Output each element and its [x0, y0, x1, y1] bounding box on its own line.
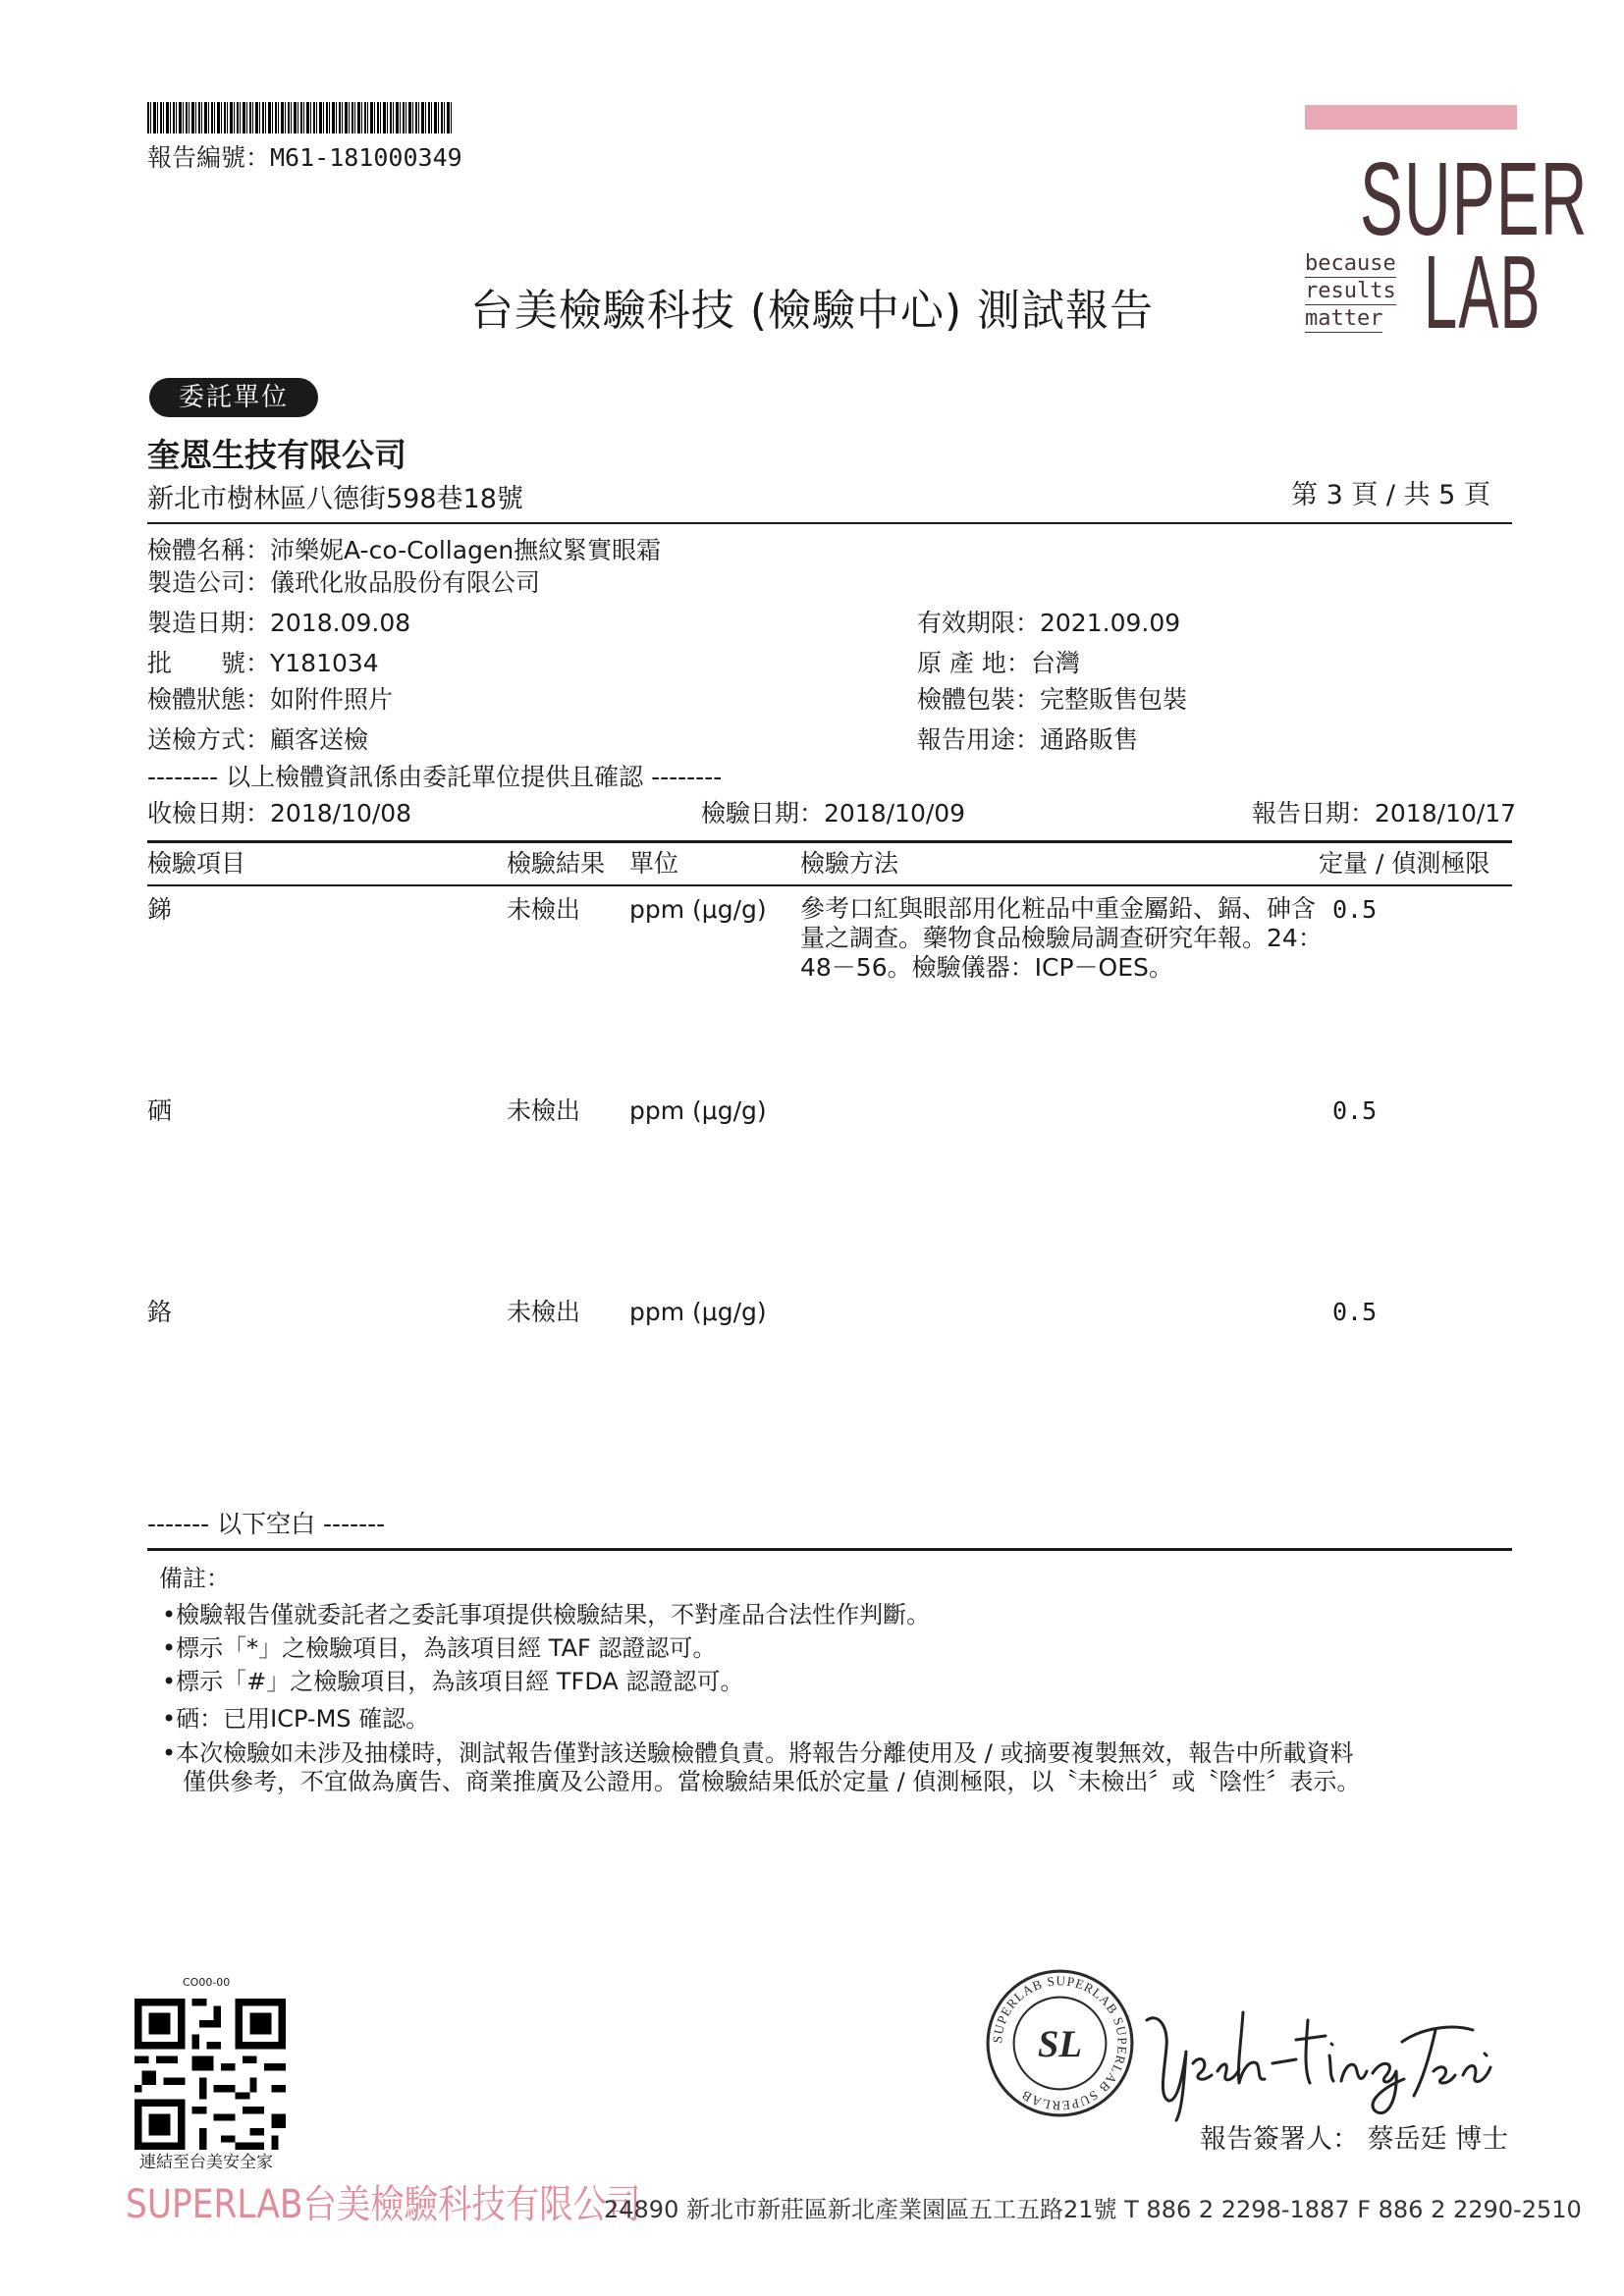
table-header-rule	[147, 884, 1512, 886]
row-item: 鉻	[147, 1298, 173, 1326]
logo-tagline-3: matter	[1305, 306, 1383, 331]
row-limit: 0.5	[1332, 1298, 1378, 1326]
header-method: 檢驗方法	[800, 849, 899, 878]
test-date: 檢驗日期：2018/10/09	[701, 799, 966, 828]
row-result: 未檢出	[507, 895, 581, 924]
client-name: 奎恩生技有限公司	[147, 436, 406, 474]
row-result: 未檢出	[507, 1096, 581, 1125]
note-item: 僅供參考，不宜做為廣告、商業推廣及公證用。當檢驗結果低於定量 / 偵測極限，以〝未檢出〞或〝陰性〞表示。	[183, 1768, 1361, 1795]
row-unit: ppm (μg/g)	[629, 1096, 767, 1125]
report-title: 台美檢驗科技 (檢驗中心) 測試報告	[469, 286, 1155, 336]
expiry-date: 有效期限：2021.09.09	[917, 609, 1181, 637]
table-bottom-rule	[147, 1548, 1512, 1551]
row-limit: 0.5	[1332, 895, 1378, 924]
client-label-badge: 委託單位	[149, 378, 318, 417]
sample-maker: 製造公司：儀玳化妝品股份有限公司	[147, 568, 541, 597]
batch-number: 批 號：Y181034	[147, 649, 379, 677]
info-confirmation: -------- 以上檢體資訊係由委託單位提供且確認 --------	[147, 763, 723, 791]
svg-text:SL: SL	[1037, 2022, 1083, 2065]
header-result: 檢驗結果	[507, 849, 606, 878]
logo-lab: LAB	[1424, 235, 1542, 350]
sample-name: 檢體名稱：沛樂妮A-co-Collagen撫紋緊實眼霜	[147, 536, 662, 564]
divider	[147, 522, 1512, 524]
superlab-seal	[985, 1968, 1135, 2118]
logo-super: SUPER	[1360, 141, 1589, 257]
row-item: 硒	[147, 1096, 173, 1125]
note-item: •硒：已用ICP-MS 確認。	[162, 1705, 430, 1733]
handwritten-signature	[1139, 1973, 1502, 2130]
notes-title: 備註：	[159, 1565, 230, 1592]
received-date: 收檢日期：2018/10/08	[147, 799, 412, 828]
svg-text:SUPERLAB SUPERLAB SUPERLAB SUP: SUPERLAB SUPERLAB SUPERLAB SUPERLAB	[990, 1973, 1130, 2113]
row-unit: ppm (μg/g)	[629, 1298, 767, 1326]
logo-accent-bar	[1305, 105, 1517, 130]
note-item: •標示「*」之檢驗項目，為該項目經 TAF 認證認可。	[162, 1634, 717, 1662]
qr-code-id: CO00-00	[183, 1976, 231, 1989]
row-limit: 0.5	[1332, 1096, 1378, 1125]
header-unit: 單位	[629, 849, 679, 878]
row-method: 參考口紅與眼部用化粧品中重金屬鉛、鎘、砷含量之調查。藥物食品檢驗局調查研究年報。24：48－56。檢驗儀器：ICP－OES。	[800, 894, 1323, 982]
barcode	[147, 102, 454, 133]
footer-address: 24890 新北市新莊區新北產業園區五工五路21號 T 886 2 2298-1887 F 886 2 2290-2510	[604, 2196, 1582, 2223]
qr-code[interactable]	[135, 1999, 286, 2150]
report-number: 報告編號：M61-181000349	[147, 143, 462, 172]
delivery-method: 送檢方式：顧客送檢	[147, 725, 369, 754]
report-purpose: 報告用途：通路販售	[917, 725, 1139, 754]
row-unit: ppm (μg/g)	[629, 895, 767, 924]
blank-below-mark: ------- 以下空白 -------	[147, 1510, 386, 1538]
manufacture-date: 製造日期：2018.09.08	[147, 609, 411, 637]
qr-caption: 連結至台美安全家	[139, 2153, 273, 2172]
origin: 原 產 地：台灣	[917, 649, 1080, 677]
note-item: •本次檢驗如未涉及抽樣時，測試報告僅對該送驗檢體負責。將報告分離使用及 / 或摘要複製無效，報告中所載資料	[162, 1739, 1354, 1767]
report-date: 報告日期：2018/10/17	[1252, 799, 1517, 828]
note-item: •標示「#」之檢驗項目，為該項目經 TFDA 認證認可。	[162, 1668, 744, 1695]
logo-tagline-1: because	[1305, 251, 1396, 276]
footer-company-name: SUPERLAB台美檢驗科技有限公司	[126, 2182, 641, 2227]
sample-packaging: 檢體包裝：完整販售包裝	[917, 685, 1188, 714]
client-address: 新北市樹林區八德街598巷18號	[147, 484, 523, 514]
header-limit: 定量 / 偵測極限	[1319, 849, 1490, 878]
signer-name: 報告簽署人： 蔡岳廷 博士	[1200, 2124, 1509, 2155]
row-item: 銻	[147, 895, 173, 924]
note-item: •檢驗報告僅就委託者之委託事項提供檢驗結果，不對產品合法性作判斷。	[162, 1601, 931, 1629]
sample-state: 檢體狀態：如附件照片	[147, 685, 394, 714]
page-info: 第 3 頁 / 共 5 頁	[1291, 480, 1490, 510]
row-result: 未檢出	[507, 1298, 581, 1326]
table-top-rule	[147, 840, 1512, 843]
logo-tagline-2: results	[1305, 279, 1396, 303]
header-item: 檢驗項目	[147, 849, 246, 878]
